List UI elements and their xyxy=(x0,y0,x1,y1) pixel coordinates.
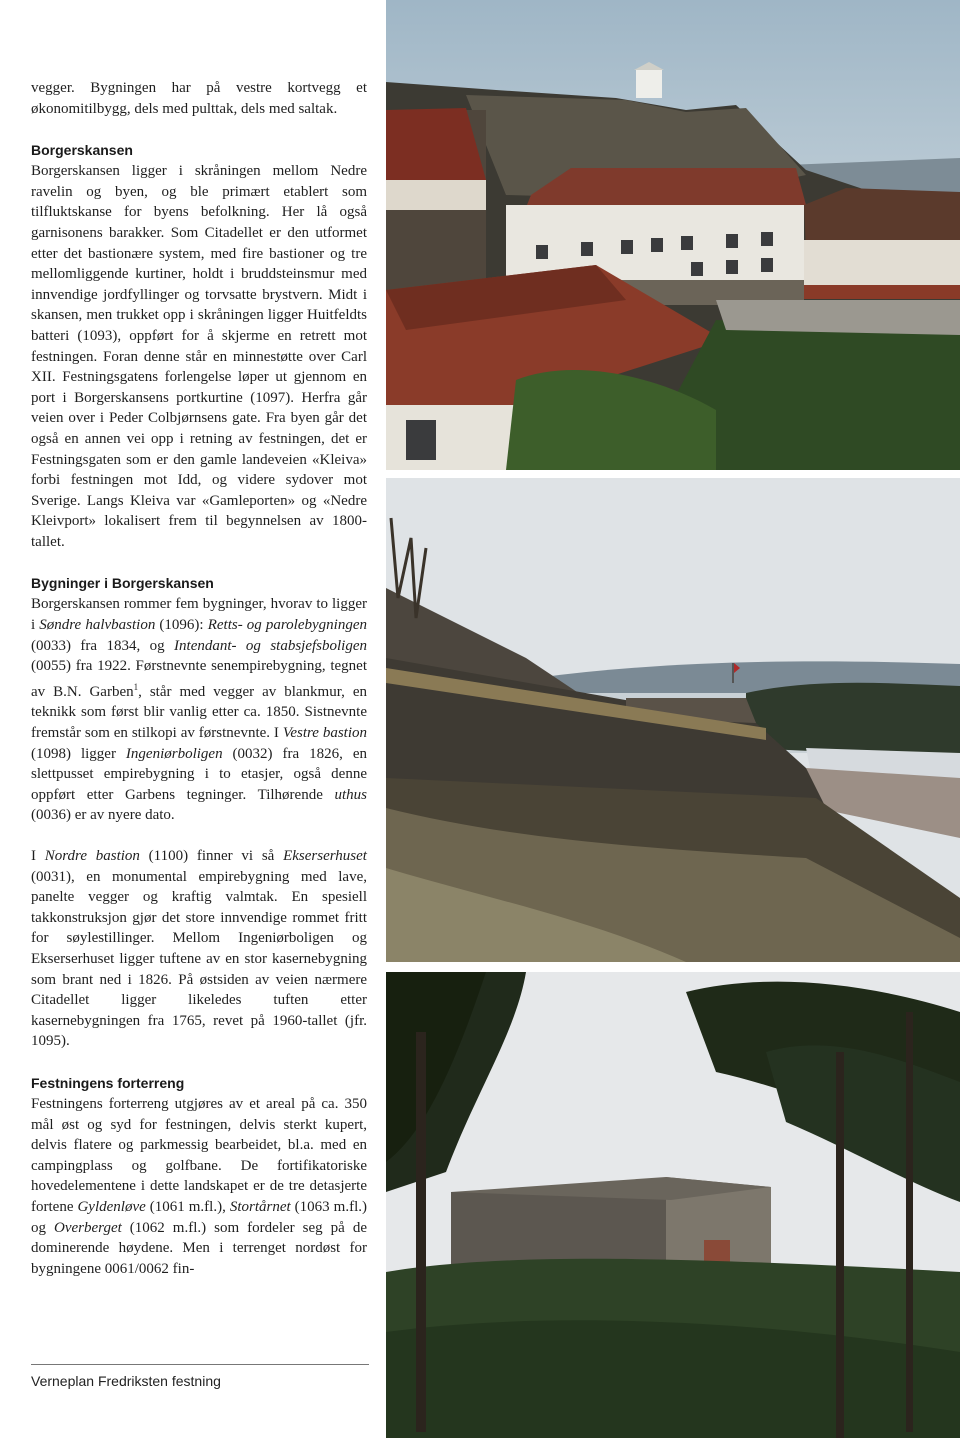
intro-paragraph: vegger. Bygningen har på vestre kortvegg et økonomitilbygg, dels med pulttak, dels med saltak. xyxy=(31,80,367,117)
photo-stone-rampart xyxy=(386,478,960,962)
bygninger-paragraph-1: Borgerskansen rommer fem bygninger, hvorav to ligger i Søndre halvbastion (1096): Retts- og parolebygningen (0033) fra 1834, og Intendant- og stabsjefsboligen (0055) fra 1922. Førstnevnte senempirebygning, tegnet av B.N. Garben$^1$, står med vegger av blankmur, en teknikk som først blir vanlig etter ca. 1850. Sistnevnte fremstår som en stilkopi av førstnevnte. I Vestre bastion (1098) ligger Ingeniørboligen (0032) fra 1826, en slettpusset empirebygning i to etasjer, også denne oppført etter Garbens tegninger. Tilhørende uthus (0036) er av nyere dato. xyxy=(31,596,367,824)
footer-divider xyxy=(31,1364,369,1365)
photo-fortress-buildings-image xyxy=(386,0,960,470)
photo-fortress-buildings xyxy=(386,0,960,470)
borgerskansen-paragraph: Borgerskansen ligger i skråningen mellom Nedre ravelin og byen, og ble primært etablert som tilfluktskanse for byens befolkning. Her lå også garnisonens barakker. Som Citadellet er den utformet etter det bastionære system, med fire bastioner og tre mellomliggende kurtiner, holdt i bruddsteinsmur med innvendige jordfyllinger og torvsatte brystvern. Midt i skansen, men trukket opp i skråningen ligger Huitfeldts batteri (1093), oppført for å skjerme en retrett mot festningen. Foran denne står en minnestøtte over Carl XII. Festningsgatens forlengelse løper ut gjennom en port i Borgerskansens portkurtine (1097). Herfra går veien over i Peder Colbjørnsens gate. Fra byen går det også en annen vei opp i retning av festningen, det er Festningsgaten som er den gamle landeveien «Kleiva» forbi festningen mot Idd, og videre sydover mot Sverige. Langs Kleiva var «Gamleporten» og «Nedre Kleivport» lokalisert frem til begynnelsen av 1800-tallet. xyxy=(31,163,367,550)
footer-title: Verneplan Fredriksten festning xyxy=(31,1373,221,1389)
section-heading-forterreng: Festningens forterreng xyxy=(31,1074,185,1091)
footnote-marker[interactable]: 1 xyxy=(133,681,139,692)
bygninger-paragraph-2: I Nordre bastion (1100) finner vi så Ekserserhuset (0031), en monumental empirebygning med lave, panelte vegger og kraftig valmtak. En spesiell takkonstruksjon gjør det store innvendige rommet fritt for søylestillinger. Mellom Ingeniørboligen og Ekserserhuset ligger tuftene av en stor kasernebygning som brant ned i 1826. På østsiden av veien nærmere Citadellet ligger likeledes tuften etter kasernebygningen fra 1765, revet på 1960-tallet (jfr. 1095). xyxy=(31,848,367,1050)
forterreng-paragraph: Festningens forterreng utgjøres av et areal på ca. 350 mål øst og syd for festningen, delvis sterkt kupert, delvis flatere og parkmessig bearbeidet, bl.a. med en campingplass og golfbane. De fortifikatoriske hovedelementene i dette landskapet er de tre detasjerte fortene Gyldenløve (1061 m.fl.), Stortårnet (1063 m.fl.) og Overberget (1062 m.fl.) som fordeler seg på de dominerende høydene. Men i terrenget nordøst for bygningene 0061/0062 fin- xyxy=(31,1095,368,1277)
photo-stone-fort-pines-image xyxy=(386,972,960,1438)
article-text-column xyxy=(31,78,367,1279)
photo-stone-fort-pines xyxy=(386,972,960,1438)
section-heading-borgerskansen: Borgerskansen xyxy=(31,142,133,159)
photo-stone-rampart-image xyxy=(386,478,960,962)
section-heading-bygninger: Bygninger i Borgerskansen xyxy=(31,575,214,592)
